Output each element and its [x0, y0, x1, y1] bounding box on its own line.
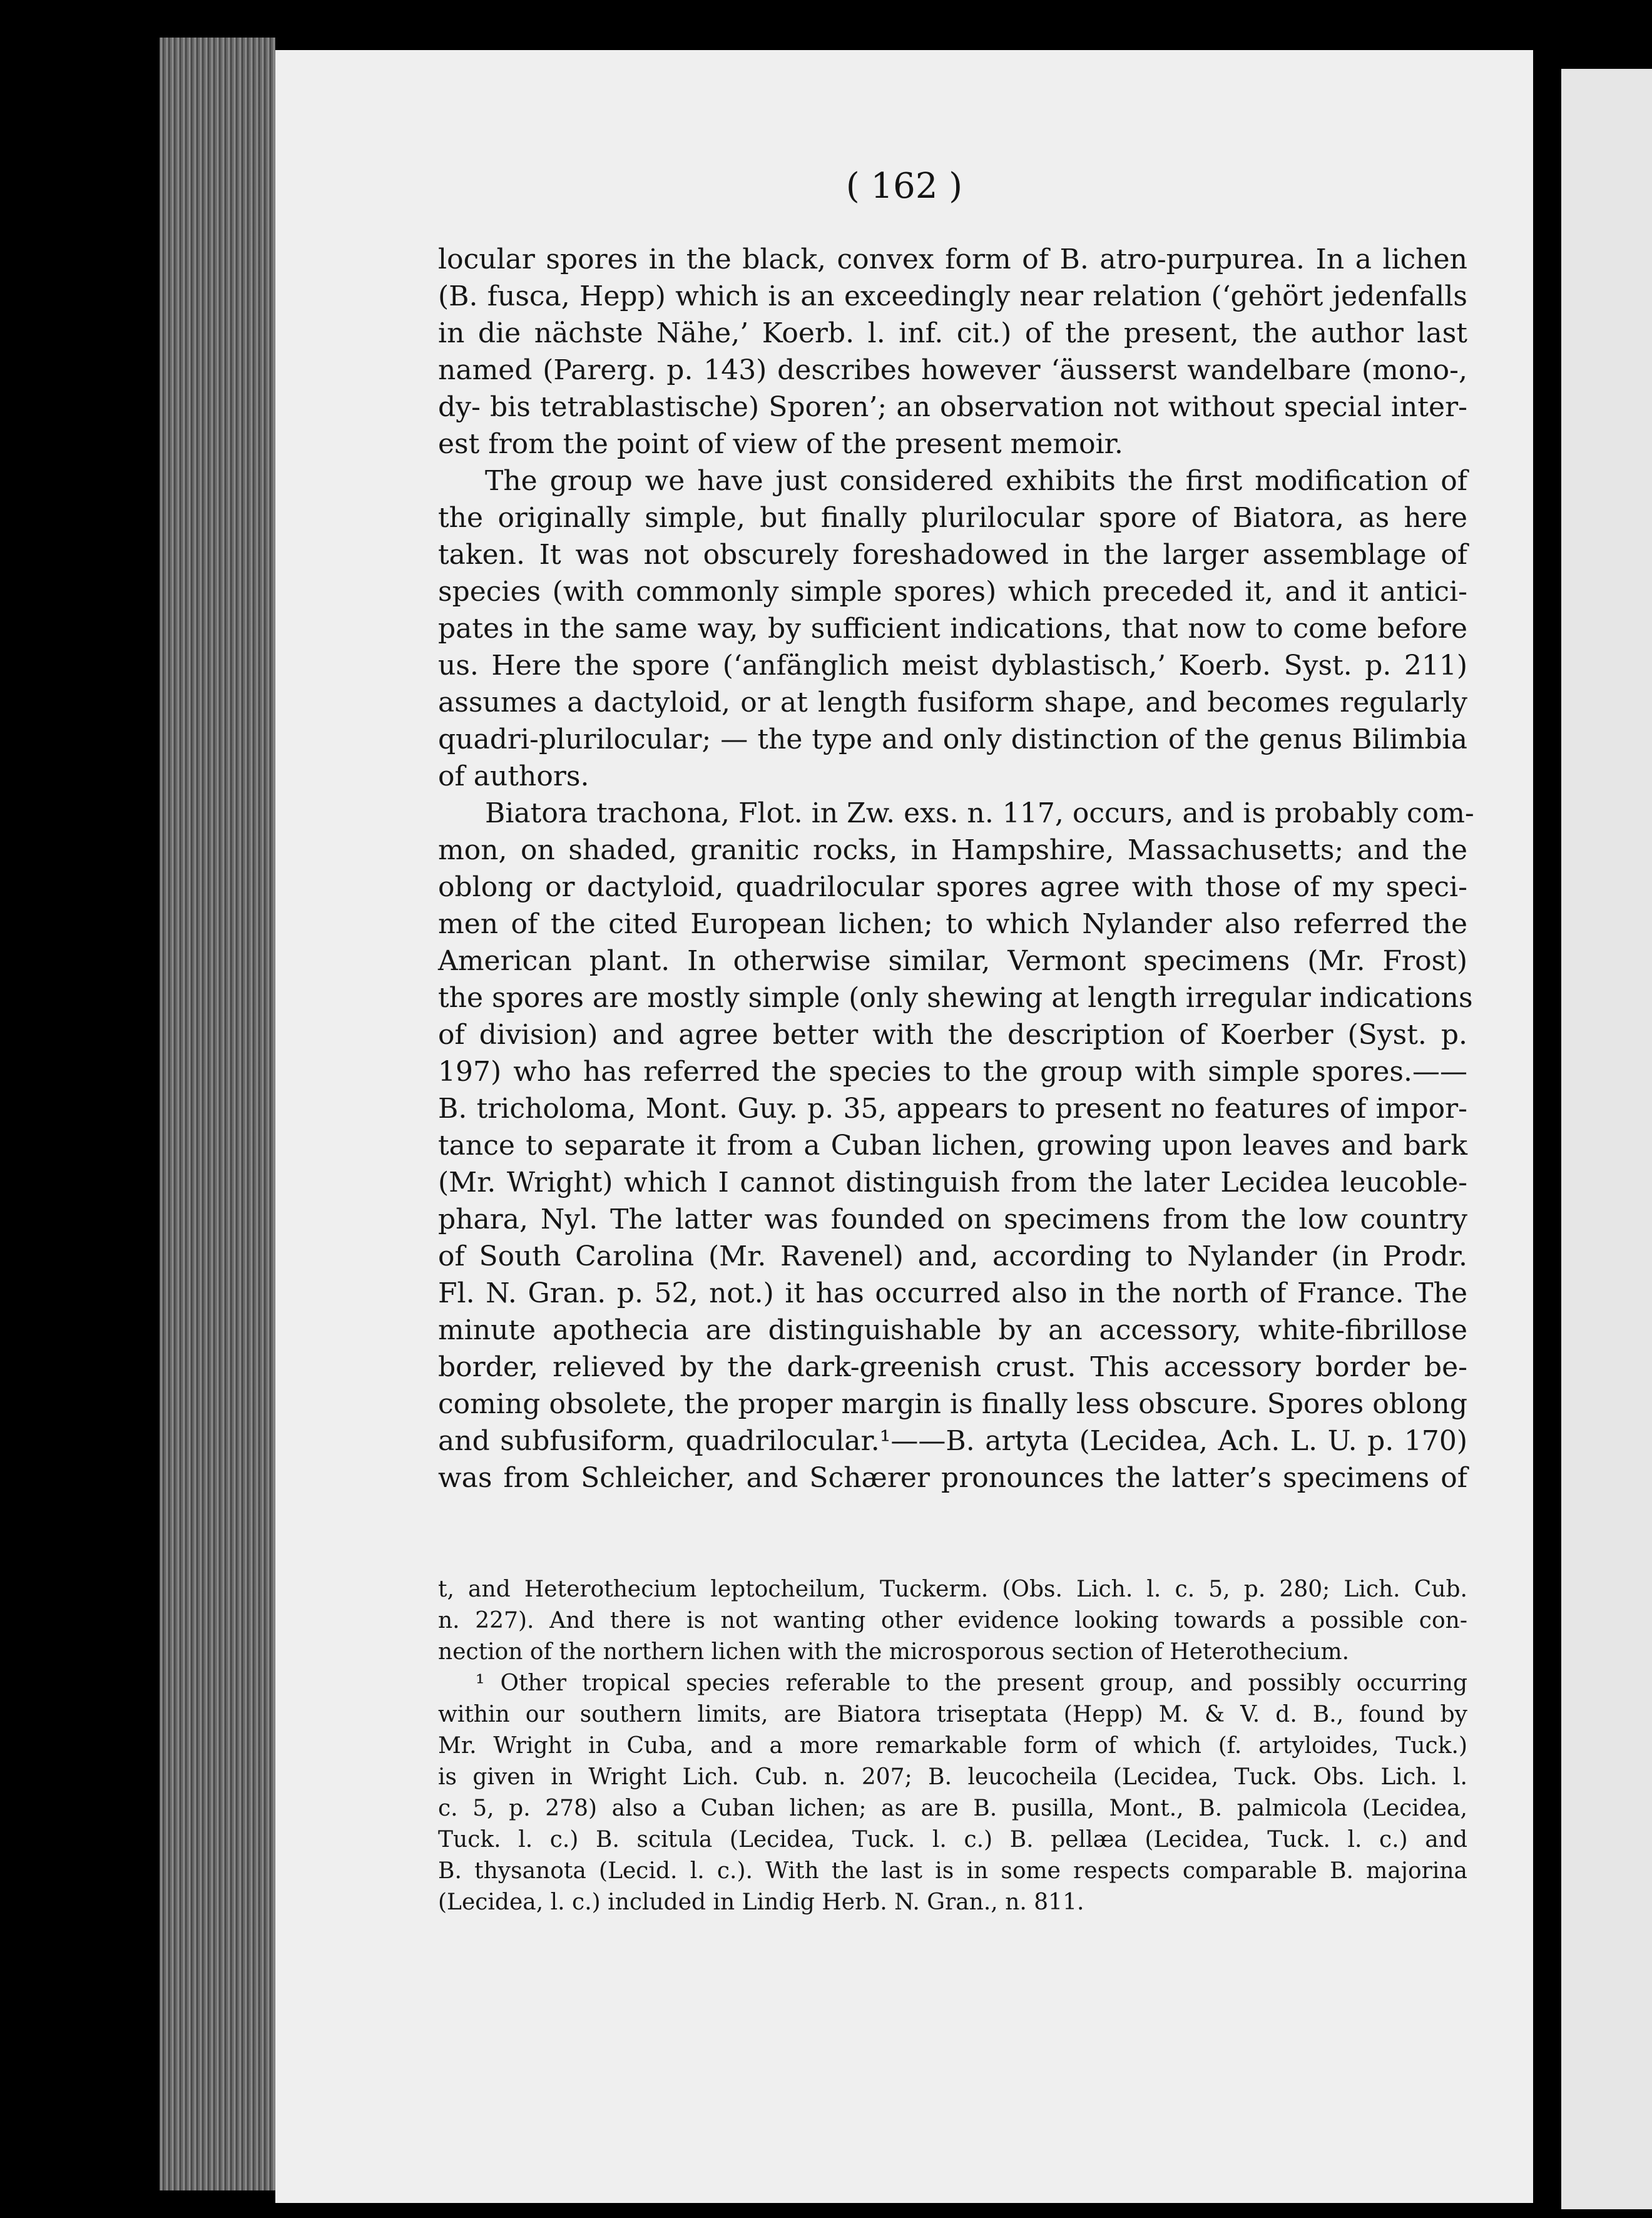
text-line: mon, on shaded, granitic rocks, in Hampshire, Massachusetts; and the [438, 834, 1467, 866]
text-line: coming obsolete, the proper margin is finally less obscure. Spores oblong [438, 1388, 1467, 1420]
page-number: ( 162 ) [845, 166, 963, 207]
text-line: pates in the same way, by sufficient indications, that now to come before [438, 613, 1467, 645]
text-line: was from Schleicher, and Schærer pronounces the latter’s specimens of [438, 1462, 1467, 1494]
footnote-line: c. 5, p. 278) also a Cuban lichen; as are B. pusilla, Mont., B. palmicola (Lecidea, [438, 1796, 1467, 1821]
facing-page-edge [1561, 69, 1652, 2209]
text-line: 197) who has referred the species to the group with simple spores.—— [438, 1056, 1467, 1088]
footnote-line: t, and Heterothecium leptocheilum, Tuckerm. (Obs. Lich. l. c. 5, p. 280; Lich. Cub. [438, 1577, 1467, 1602]
text-line: us. Here the spore (‘anfänglich meist dyblastisch,’ Koerb. Syst. p. 211) [438, 650, 1467, 682]
text-line: locular spores in the black, convex form of B. atro-purpurea. In a lichen [438, 243, 1467, 275]
footnote-line: Mr. Wright in Cuba, and a more remarkable form of which (f. artyloides, Tuck.) [438, 1733, 1467, 1759]
footnote-line: within our southern limits, are Biatora triseptata (Hepp) M. & V. d. B., found by [438, 1702, 1467, 1727]
text-line: American plant. In otherwise similar, Vermont specimens (Mr. Frost) [438, 945, 1467, 977]
text-line: tance to separate it from a Cuban lichen, growing upon leaves and bark [438, 1130, 1467, 1162]
text-line: in die nächste Nähe,’ Koerb. l. inf. cit.) of the present, the author last [438, 317, 1467, 349]
footnote-line: ¹ Other tropical species referable to the present group, and possibly occurring [476, 1670, 1467, 1696]
footnote-line: is given in Wright Lich. Cub. n. 207; B. leucocheila (Lecidea, Tuck. Obs. Lich. l. [438, 1764, 1467, 1790]
book-page-edges [160, 38, 275, 2190]
text-line: of South Carolina (Mr. Ravenel) and, according to Nylander (in Prodr. [438, 1240, 1467, 1272]
text-line: Biatora trachona, Flot. in Zw. exs. n. 117, occurs, and is probably com- [485, 797, 1474, 829]
text-line: est from the point of view of the present memoir. [438, 428, 1123, 460]
text-line: the spores are mostly simple (only shewing at length irregular indications [438, 982, 1473, 1014]
book-page [275, 50, 1533, 2203]
text-line: phara, Nyl. The latter was founded on specimens from the low country [438, 1204, 1467, 1235]
text-line: quadri-plurilocular; — the type and only distinction of the genus Bilimbia [438, 723, 1467, 755]
text-line: the originally simple, but finally plurilocular spore of Biatora, as here [438, 502, 1467, 534]
footnote-line: B. thysanota (Lecid. l. c.). With the last is in some respects comparable B. majorina [438, 1858, 1467, 1884]
text-line: men of the cited European lichen; to which Nylander also referred the [438, 908, 1467, 940]
text-line: The group we have just considered exhibits the first modification of [485, 465, 1467, 497]
footnotes-block [438, 1574, 1467, 1918]
footnote-line: Tuck. l. c.) B. scitula (Lecidea, Tuck. l. c.) B. pellæa (Lecidea, Tuck. l. c.) and [438, 1827, 1467, 1853]
footnote-line: (Lecidea, l. c.) included in Lindig Herb. N. Gran., n. 811. [438, 1889, 1084, 1915]
text-line: taken. It was not obscurely foreshadowed in the larger assemblage of [438, 539, 1467, 571]
text-line: oblong or dactyloid, quadrilocular spores agree with those of my speci- [438, 871, 1467, 903]
main-text-block [438, 241, 1474, 1496]
text-line: (Mr. Wright) which I cannot distinguish from the later Lecidea leucoble- [438, 1167, 1467, 1198]
text-line: Fl. N. Gran. p. 52, not.) it has occurred also in the north of France. The [438, 1277, 1467, 1309]
text-line: B. tricholoma, Mont. Guy. p. 35, appears to present no features of impor- [438, 1093, 1467, 1125]
text-line: assumes a dactyloid, or at length fusiform shape, and becomes regularly [438, 687, 1467, 718]
footnote-line: nection of the northern lichen with the microsporous section of Heterothecium. [438, 1639, 1350, 1665]
text-line: minute apothecia are distinguishable by an accessory, white-fibrillose [438, 1314, 1467, 1346]
text-line: border, relieved by the dark-greenish crust. This accessory border be- [438, 1351, 1467, 1383]
text-line: (B. fusca, Hepp) which is an exceedingly near relation (‘gehört jedenfalls [438, 280, 1467, 312]
footnote-line: n. 227). And there is not wanting other evidence looking towards a possible con- [438, 1608, 1467, 1633]
text-line: of authors. [438, 760, 589, 792]
text-line: of division) and agree better with the description of Koerber (Syst. p. [438, 1019, 1467, 1051]
text-line: and subfusiform, quadrilocular.¹——B. artyta (Lecidea, Ach. L. U. p. 170) [438, 1425, 1467, 1457]
text-line: named (Parerg. p. 143) describes however ‘äusserst wandelbare (mono-, [438, 354, 1467, 386]
text-line: dy- bis tetrablastische) Sporen’; an observation not without special inter- [438, 391, 1467, 423]
text-line: species (with commonly simple spores) which preceded it, and it antici- [438, 576, 1467, 608]
